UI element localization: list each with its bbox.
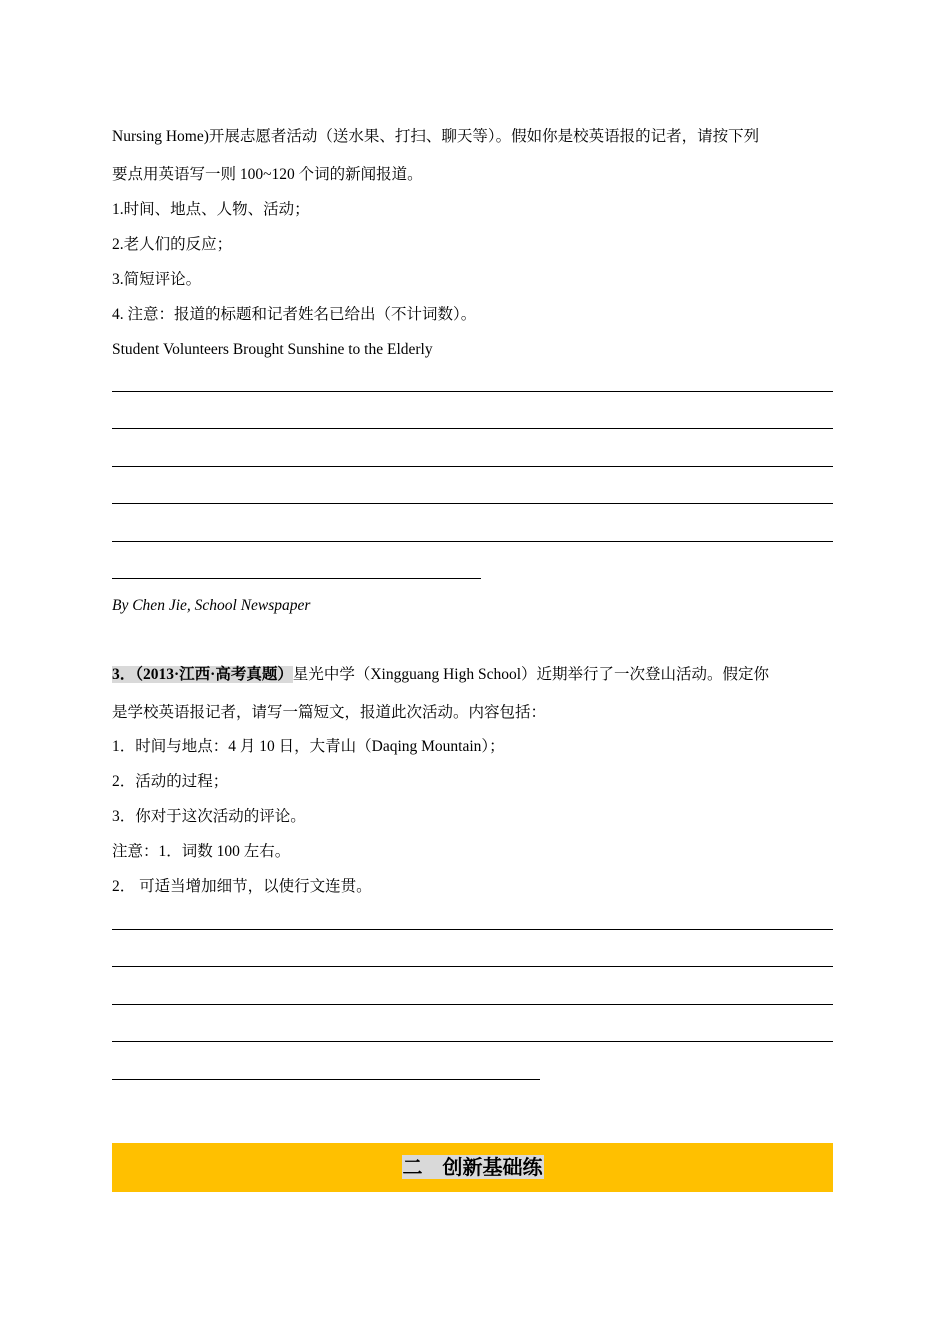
q3-intro-line-2: 是学校英语报记者，请写一篇短文，报道此次活动。内容包括： [112,704,547,721]
q2-intro-line-2: 要点用英语写一则 100~120 个词的新闻报道。 [112,166,423,183]
answer-line [112,966,833,967]
section-title: 二 创新基础练 [402,1155,543,1179]
q3-point-3: 3．你对于这次活动的评论。 [112,808,306,825]
q2-intro-line-1: Nursing Home)开展志愿者活动（送水果、打扫、聊天等）。假如你是校英语报的记者，请按下列 [112,128,760,145]
answer-line [112,1041,833,1042]
answer-line [112,1004,833,1005]
section-banner [112,1143,833,1192]
answer-line [112,503,833,504]
q2-point-3: 3.简短评论。 [112,271,202,288]
q2-point-2: 2.老人们的反应； [112,236,233,253]
q2-point-1: 1.时间、地点、人物、活动； [112,201,310,218]
answer-line-short [112,578,481,579]
q3-point-1: 1．时间与地点：4 月 10 日，大青山（Daqing Mountain）； [112,738,505,755]
q2-byline: By Chen Jie, School Newspaper [112,597,311,614]
q3-intro-text: 星光中学（Xingguang High School）近期举行了一次登山活动。假定你 [292,666,770,683]
q3-label: 3．（2013·江西·高考真题） [112,666,293,683]
answer-line [112,466,833,467]
answer-line-short [112,1079,540,1080]
q3-note-2: 2． 可适当增加细节，以使行文连贯。 [112,878,372,895]
answer-line [112,929,833,930]
q3-note-1: 注意：1．词数 100 左右。 [112,843,291,860]
answer-line [112,428,833,429]
q2-essay-title: Student Volunteers Brought Sunshine to the Elderly [112,341,433,358]
answer-line [112,391,833,392]
q3-point-2: 2．活动的过程； [112,773,229,790]
q2-point-4: 4. 注意：报道的标题和记者姓名已给出（不计词数）。 [112,306,477,323]
q3-intro-line-1 [112,665,833,685]
answer-line [112,541,833,542]
